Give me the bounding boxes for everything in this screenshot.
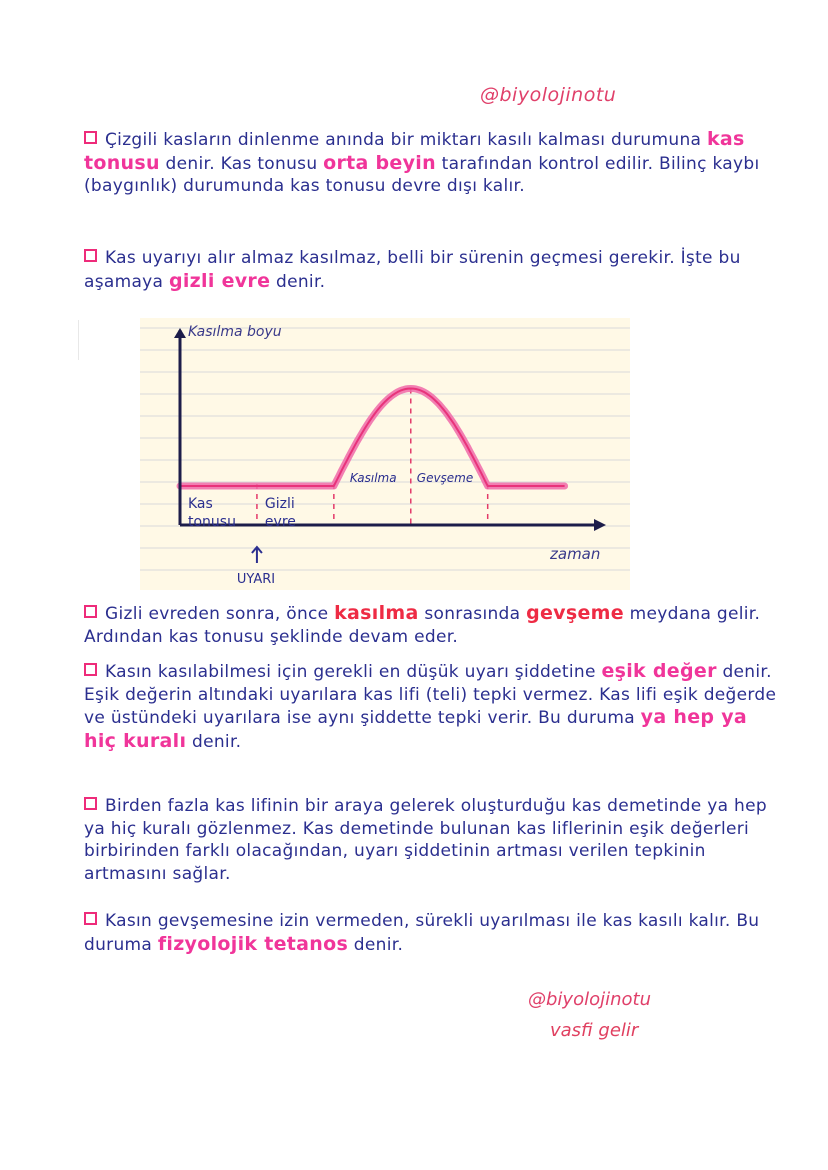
keyword-kas-tonusu: kas tonusu <box>84 128 745 174</box>
stimulus-label: UYARI <box>236 572 276 587</box>
text: denir. <box>186 731 242 752</box>
keyword-gevseme: gevşeme <box>526 602 624 624</box>
bullet-square-icon <box>84 912 97 925</box>
signature-handle: @biyolojinotu <box>528 989 651 1010</box>
bullet-square-icon <box>84 663 97 676</box>
signature <box>528 984 748 1046</box>
keyword-fizyolojik-tetanos: fizyolojik tetanos <box>157 932 349 955</box>
text: sonrasında <box>418 604 527 624</box>
paragraph-kas-demeti <box>84 795 784 885</box>
bullet-square-icon <box>84 249 97 262</box>
phase-label-kasilma: Kasılma <box>349 471 397 485</box>
text: Kasın gevşemesine izin vermeden, sürekli uyarılması ile kas kasılı kalır. Bu duruma <box>84 911 760 955</box>
text: Kas uyarıyı alır almaz kasılmaz, belli bir sürenin geçmesi gerekir. İşte bu aşamaya <box>84 248 741 292</box>
x-axis-label: zaman <box>550 545 601 563</box>
phase-label-gizli-evre: Gizli evre <box>264 496 296 530</box>
bullet-square-icon <box>84 605 97 618</box>
paragraph-esik-deger <box>84 660 784 753</box>
text: meydana gelir. Ardından kas tonusu şeklinde devam eder. <box>84 604 761 647</box>
phase-label-gevseme: Gevşeme <box>416 471 474 485</box>
text: denir. Kas tonusu <box>159 153 324 174</box>
text: Çizgili kasların dinlenme anında bir miktarı kasılı kalması durumuna <box>105 130 707 150</box>
text: Gizli evreden sonra, önce <box>105 604 335 624</box>
keyword-gizli-evre: gizli evre <box>168 269 271 292</box>
muscle-contraction-chart <box>140 318 630 590</box>
author-handle-top: @biyolojinotu <box>480 84 617 106</box>
bullet-square-icon <box>84 797 97 810</box>
keyword-orta-beyin: orta beyin <box>323 151 436 174</box>
phase-label-kas-tonusu: Kas tonusu <box>188 496 236 530</box>
text: tarafından kontrol edilir. Bilinç kaybı (baygınlık) durumunda kas tonusu devre dışı kalır. <box>84 153 760 197</box>
text: Birden fazla kas lifinin bir araya gelerek oluşturduğu kas demetinde ya hep ya hiç kuralı gözlenmez. Kas demetinde bulunan kas liflerinin eşik değerleri birbirinden farklı olacağından, uyarı şiddetinin artması verilen tepkinin artmasını sağlar. <box>84 796 767 884</box>
text: denir. Eşik değerin altındaki uyarılara kas lifi (teli) tepki vermez. Kas lifi eşik değerde ve üstündeki uyarılara ise aynı şiddette tepki verir. Bu duruma <box>84 662 777 729</box>
keyword-kasilma: kasılma <box>334 602 419 624</box>
paragraph-gizli-evre <box>84 247 784 293</box>
text: Kasın kasılabilmesi için gerekli en düşük uyarı şiddetine <box>105 662 602 682</box>
bullet-square-icon <box>84 131 97 144</box>
keyword-ya-hep-ya-hic: ya hep ya hiç kuralı <box>84 706 748 752</box>
keyword-esik-deger: eşik değer <box>601 660 717 682</box>
paragraph-kas-tonusu <box>84 128 784 198</box>
paragraph-tetanos <box>84 910 784 956</box>
text: denir. <box>348 934 404 955</box>
y-axis-label: Kasılma boyu <box>188 324 282 340</box>
margin-line <box>78 320 79 360</box>
text: denir. <box>270 271 326 292</box>
paragraph-kasilma-gevseme <box>84 602 784 648</box>
signature-name: vasfi gelir <box>550 1020 639 1041</box>
